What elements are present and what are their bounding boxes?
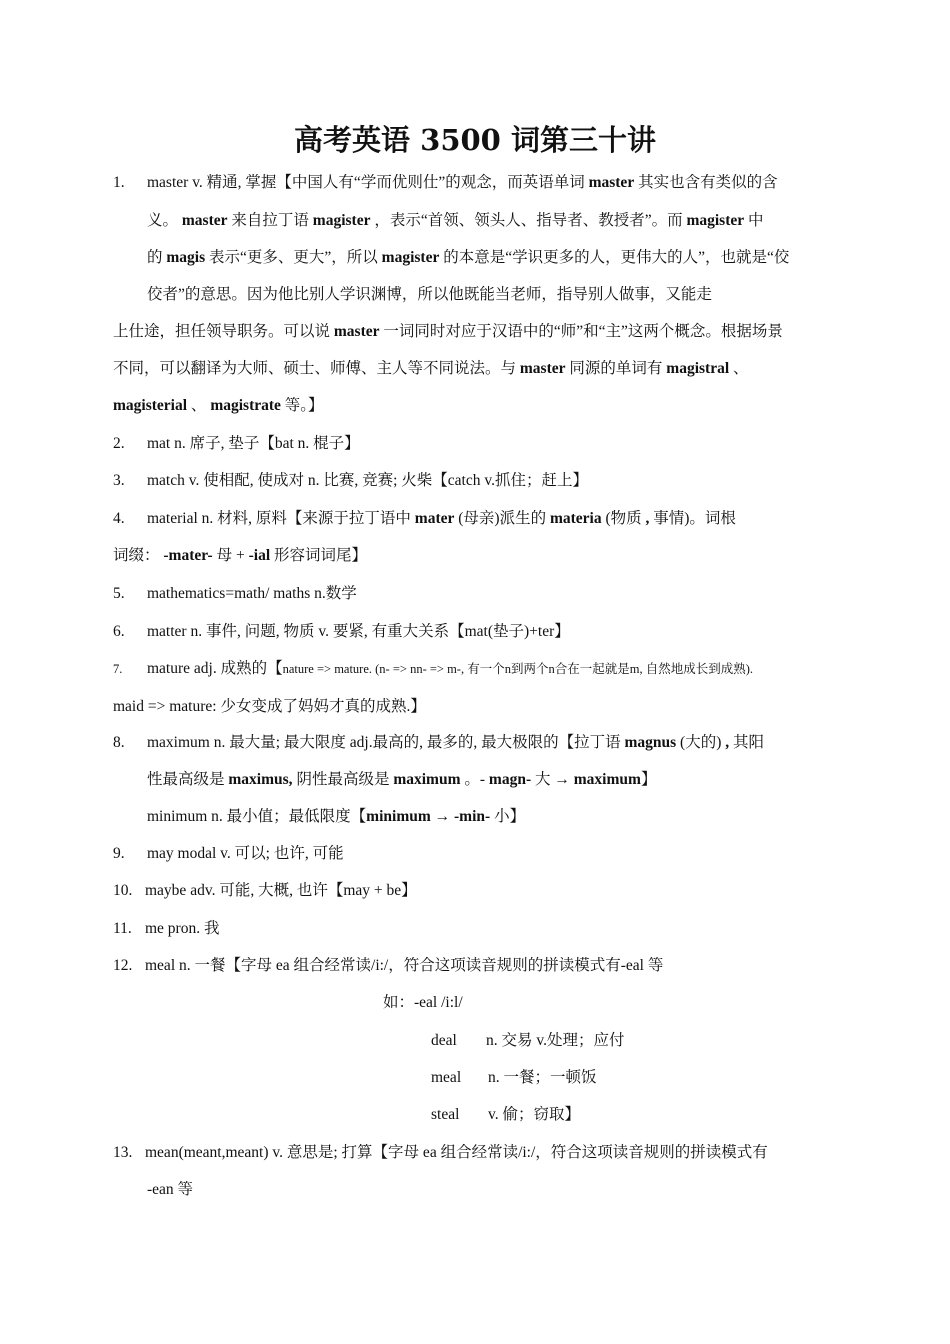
entry-number: 7. <box>113 662 123 676</box>
entry-text-line: mean(meant,meant) v. 意思是; 打算【字母 ea 组合经常读/i:/，符合这项读音规则的拼读模式有 <box>145 1144 768 1161</box>
entry-text-line: 词缀： -mater- 母 + -ial 形容词词尾】 <box>113 547 368 564</box>
entry-text-line: maximum n. 最大量; 最大限度 adj.最高的, 最多的, 最大极限的【拉丁语 magnus (大的) , 其阳 <box>147 734 765 751</box>
entry-number: 3. <box>113 472 125 489</box>
entry-number: 12. <box>113 957 133 974</box>
example-row <box>431 1030 625 1052</box>
entry-text-line: mature adj. 成熟的【nature => mature. (n- => nn- => m-, 有一个n到两个n合在一起就是m, 自然地成长到成熟). <box>147 660 753 677</box>
entry-text-line: 义。 master 来自拉丁语 magister ，表示“首领、领头人、指导者、教授者”。而 magister 中 <box>147 212 764 229</box>
entry-number: 5. <box>113 585 125 602</box>
entry-text-line: 不同，可以翻译为大师、硕士、师傅、主人等不同说法。与 master 同源的单词有 magistral 、 <box>113 360 749 377</box>
example-meaning: n. 一餐；一顿饭 <box>488 1069 597 1086</box>
entry-number: 11. <box>113 920 132 937</box>
entry-text-line: minimum n. 最小值；最低限度【minimum → -min- 小】 <box>147 808 526 825</box>
entry-text-line: master v. 精通, 掌握【中国人有“学而优则仕”的观念，而英语单词 master 其实也含有类似的含 <box>147 174 778 191</box>
example-row <box>431 1067 597 1089</box>
entry-text-line: mathematics=math/ maths n.数学 <box>147 585 357 602</box>
entry-text-line: 的 magis 表示“更多、更大”，所以 magister 的本意是“学识更多的人，更伟大的人”，也就是“佼 <box>147 249 790 266</box>
example-word: deal <box>431 1032 457 1049</box>
example-meaning: n. 交易 v.处理；应付 <box>486 1032 625 1049</box>
entry-number: 1. <box>113 174 125 191</box>
page-title: 高考英语 3500 词第三十讲 <box>294 123 656 157</box>
entry-text-line: me pron. 我 <box>145 920 220 937</box>
entry-number: 8. <box>113 734 125 751</box>
entry-text-line: -ean 等 <box>147 1181 194 1198</box>
entry-number: 10. <box>113 882 133 899</box>
entry-text-line: maybe adv. 可能, 大概, 也许【may + be】 <box>145 882 417 899</box>
example-meaning: v. 偷；窃取】 <box>488 1106 580 1123</box>
entry-number: 13. <box>113 1144 133 1161</box>
entry-number: 2. <box>113 435 125 452</box>
example-intro: 如：-eal /i:l/ <box>383 994 463 1011</box>
entry-text-line: 性最高级是 maximus, 阴性最高级是 maximum 。- magn- 大 → maximum】 <box>147 771 657 788</box>
entry-text-line: meal n. 一餐【字母 ea 组合经常读/i:/，符合这项读音规则的拼读模式有-eal 等 <box>145 957 664 974</box>
example-row <box>431 1104 580 1126</box>
entry-text-line: maid => mature: 少女变成了妈妈才真的成熟.】 <box>113 698 426 715</box>
entry-text-line: magisterial 、 magistrate 等。】 <box>113 397 324 414</box>
entry-number: 9. <box>113 845 125 862</box>
entry-text-line: 上仕途，担任领导职务。可以说 master 一词同时对应于汉语中的“师”和“主”这两个概念。根据场景 <box>113 323 783 340</box>
entry-text-line: material n. 材料, 原料【来源于拉丁语中 mater (母亲)派生的 materia (物质 , 事情)。词根 <box>147 510 736 527</box>
example-word: meal <box>431 1069 462 1086</box>
entry-number: 4. <box>113 510 125 527</box>
entry-text-line: match v. 使相配, 使成对 n. 比赛, 竞赛; 火柴【catch v.抓住；赶上】 <box>147 472 588 489</box>
entry-text-line: may modal v. 可以; 也许, 可能 <box>147 845 344 862</box>
entry-text-line: matter n. 事件, 问题, 物质 v. 要紧, 有重大关系【mat(垫子)+ter】 <box>147 623 570 640</box>
entry-text-line: 佼者”的意思。因为他比别人学识渊博，所以他既能当老师，指导别人做事，又能走 <box>147 286 712 303</box>
entry-number: 6. <box>113 623 125 640</box>
example-word: steal <box>431 1106 460 1123</box>
entry-text-line: mat n. 席子, 垫子【bat n. 棍子】 <box>147 435 360 452</box>
